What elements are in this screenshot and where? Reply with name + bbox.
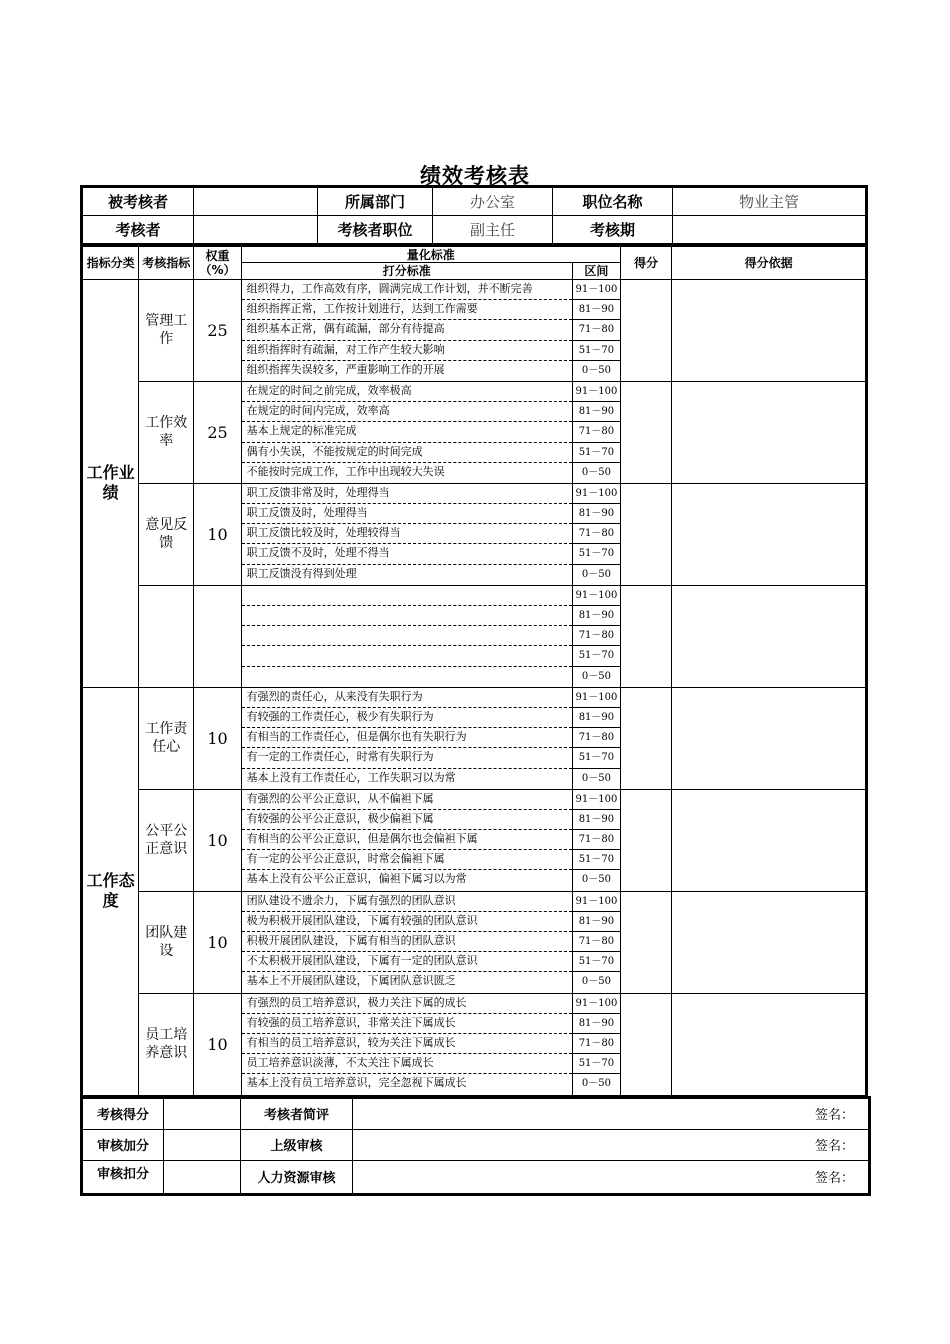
range-cell xyxy=(572,381,620,483)
criteria-line xyxy=(242,646,572,666)
range-cell xyxy=(572,483,620,585)
criteria-line: 基本上没有员工培养意识，完全忽视下属成长 xyxy=(246,1076,467,1090)
range-value: 71－80 xyxy=(573,626,620,646)
page-title: 绩效考核表 xyxy=(420,164,530,188)
position-field[interactable]: 物业主管 xyxy=(673,187,867,216)
range-value: 81－90 xyxy=(573,402,620,422)
basis-field[interactable] xyxy=(672,687,867,789)
appraisal-form xyxy=(80,185,868,1196)
basis-field[interactable] xyxy=(672,789,867,891)
criteria-line: 积极开展团队建设，下属有相当的团队意识 xyxy=(242,932,572,952)
score-field[interactable] xyxy=(621,687,672,789)
range-value: 81－90 xyxy=(573,912,620,932)
period-field[interactable] xyxy=(673,216,867,244)
footer-mid-label: 上级审核 xyxy=(241,1129,353,1160)
reviewee-field[interactable] xyxy=(194,187,318,216)
criteria-line: 在规定的时间内完成，效率高 xyxy=(242,402,572,422)
criteria-line: 有相当的员工培养意识，较为关注下属成长 xyxy=(242,1034,572,1054)
criteria-line: 组织指挥时有疏漏，对工作产生较大影响 xyxy=(242,341,572,361)
range-value: 91－100 xyxy=(573,586,620,606)
range-value: 81－90 xyxy=(573,1014,620,1034)
indicator-weight xyxy=(194,585,241,687)
criteria-line: 职工反馈没有得到处理 xyxy=(246,566,357,580)
footer-left-value[interactable] xyxy=(164,1160,241,1194)
department-label: 所属部门 xyxy=(318,187,433,216)
score-field[interactable] xyxy=(621,381,672,483)
criteria-line: 基本上没有公平公正意识，偏袒下属习以为常 xyxy=(246,872,467,886)
range-value: 51－70 xyxy=(573,443,620,463)
indicator-name: 管理工作 xyxy=(139,280,194,382)
indicator-weight: 10 xyxy=(194,789,241,891)
footer-table xyxy=(80,1096,871,1196)
range-cell xyxy=(572,993,620,1095)
reviewer-field[interactable] xyxy=(194,216,318,244)
range-value: 71－80 xyxy=(573,422,620,442)
range-cell xyxy=(572,280,620,382)
range-value: 91－100 xyxy=(573,994,620,1014)
indicator-weight: 10 xyxy=(194,993,241,1095)
range-value: 71－80 xyxy=(573,524,620,544)
indicator-name xyxy=(139,585,194,687)
footer-row xyxy=(82,1097,870,1129)
range-value: 91－100 xyxy=(573,790,620,810)
criteria-cell xyxy=(241,789,572,891)
criteria-cell xyxy=(241,891,572,993)
basis-field[interactable] xyxy=(672,381,867,483)
signature-field[interactable]: 签名： xyxy=(353,1097,870,1129)
score-field[interactable] xyxy=(621,789,672,891)
range-cell xyxy=(572,585,620,687)
col-score: 得分 xyxy=(621,246,672,280)
range-value: 51－70 xyxy=(573,952,620,972)
col-basis: 得分依据 xyxy=(672,246,867,280)
range-value: 51－70 xyxy=(573,544,620,564)
footer-row xyxy=(82,1160,870,1194)
range-value: 81－90 xyxy=(573,504,620,524)
department-field[interactable]: 办公室 xyxy=(433,187,553,216)
range-value: 71－80 xyxy=(573,932,620,952)
criteria-line: 职工反馈不及时，处理不得当 xyxy=(242,544,572,564)
indicator-row xyxy=(82,789,867,891)
range-value: 51－70 xyxy=(573,1054,620,1074)
criteria-cell xyxy=(241,993,572,1095)
criteria-line: 有强烈的责任心，从来没有失职行为 xyxy=(242,688,572,708)
indicator-row xyxy=(82,381,867,483)
indicator-row xyxy=(82,280,867,382)
basis-field[interactable] xyxy=(672,891,867,993)
score-field[interactable] xyxy=(621,993,672,1095)
basis-field[interactable] xyxy=(672,993,867,1095)
range-value: 0－50 xyxy=(581,1078,611,1090)
indicator-name: 团队建设 xyxy=(139,891,194,993)
score-field[interactable] xyxy=(621,280,672,382)
criteria-line: 团队建设不遗余力，下属有强烈的团队意识 xyxy=(242,892,572,912)
scoring-table xyxy=(80,244,868,1096)
criteria-line: 偶有小失误，不能按规定的时间完成 xyxy=(242,443,572,463)
range-value: 0－50 xyxy=(581,364,611,376)
range-value: 81－90 xyxy=(573,810,620,830)
range-value: 91－100 xyxy=(573,382,620,402)
category-cell: 工作态度 xyxy=(82,687,139,1095)
indicator-row xyxy=(82,687,867,789)
criteria-line: 组织指挥正常，工作按计划进行，达到工作需要 xyxy=(242,300,572,320)
footer-mid-label: 人力资源审核 xyxy=(241,1160,353,1194)
range-value: 91－100 xyxy=(573,280,620,300)
criteria-line: 基本上规定的标准完成 xyxy=(242,422,572,442)
criteria-line xyxy=(242,586,572,606)
indicator-weight: 25 xyxy=(194,381,241,483)
criteria-line xyxy=(242,626,572,646)
range-value: 51－70 xyxy=(573,748,620,768)
indicator-row xyxy=(82,993,867,1095)
criteria-cell xyxy=(241,483,572,585)
range-cell xyxy=(572,891,620,993)
range-value: 51－70 xyxy=(573,850,620,870)
reviewer-position-field[interactable]: 副主任 xyxy=(433,216,553,244)
score-field[interactable] xyxy=(621,891,672,993)
criteria-line: 有相当的公平公正意识，但是偶尔也会偏袒下属 xyxy=(242,830,572,850)
criteria-line: 员工培养意识淡薄，不太关注下属成长 xyxy=(242,1054,572,1074)
category-cell: 工作业绩 xyxy=(82,280,139,688)
col-category: 指标分类 xyxy=(82,246,139,280)
range-value: 0－50 xyxy=(581,772,611,784)
indicator-weight: 10 xyxy=(194,687,241,789)
range-value: 91－100 xyxy=(573,484,620,504)
criteria-line: 职工反馈及时，处理得当 xyxy=(242,504,572,524)
criteria-line: 组织得力，工作高效有序，圆满完成工作计划，并不断完善 xyxy=(242,280,572,300)
footer-left-label: 审核加分 xyxy=(82,1129,164,1160)
range-value: 71－80 xyxy=(573,1034,620,1054)
range-value: 91－100 xyxy=(573,892,620,912)
range-value: 0－50 xyxy=(581,976,611,988)
col-range: 区间 xyxy=(572,263,620,280)
signature-field[interactable]: 签名： xyxy=(353,1160,870,1194)
range-value: 0－50 xyxy=(581,466,611,478)
indicator-weight: 25 xyxy=(194,280,241,382)
criteria-line: 有较强的工作责任心，极少有失职行为 xyxy=(242,708,572,728)
range-value: 81－90 xyxy=(573,708,620,728)
criteria-line: 职工反馈比较及时，处理较得当 xyxy=(242,524,572,544)
footer-left-label: 考核得分 xyxy=(82,1097,164,1129)
range-value: 71－80 xyxy=(573,830,620,850)
criteria-line: 极为积极开展团队建设，下属有较强的团队意识 xyxy=(242,912,572,932)
range-value: 71－80 xyxy=(573,728,620,748)
score-field[interactable] xyxy=(621,585,672,687)
criteria-cell xyxy=(241,381,572,483)
basis-field[interactable] xyxy=(672,585,867,687)
col-weight: 权重（%） xyxy=(194,246,241,280)
range-cell xyxy=(572,789,620,891)
criteria-line: 有强烈的员工培养意识，极力关注下属的成长 xyxy=(242,994,572,1014)
signature-field[interactable]: 签名： xyxy=(353,1129,870,1160)
criteria-cell xyxy=(241,585,572,687)
criteria-line: 不太积极开展团队建设，下属有一定的团队意识 xyxy=(242,952,572,972)
criteria-line: 不能按时完成工作，工作中出现较大失误 xyxy=(246,464,445,478)
range-value: 81－90 xyxy=(573,606,620,626)
range-value: 51－70 xyxy=(573,341,620,361)
indicator-row xyxy=(82,585,867,687)
range-value: 0－50 xyxy=(581,874,611,886)
col-quant: 量化标准 xyxy=(241,246,620,263)
indicator-name: 工作效率 xyxy=(139,381,194,483)
footer-left-label: 审核扣分 xyxy=(82,1160,164,1194)
footer-left-value[interactable] xyxy=(164,1129,241,1160)
position-label: 职位名称 xyxy=(553,187,673,216)
period-label: 考核期 xyxy=(553,216,673,244)
range-value: 71－80 xyxy=(573,320,620,340)
criteria-line: 组织基本正常，偶有疏漏，部分有待提高 xyxy=(242,320,572,340)
indicator-row xyxy=(82,891,867,993)
criteria-line: 有较强的公平公正意识，极少偏袒下属 xyxy=(242,810,572,830)
criteria-line: 组织指挥失误较多，严重影响工作的开展 xyxy=(246,362,445,376)
col-criteria: 打分标准 xyxy=(241,263,572,280)
indicator-name: 意见反馈 xyxy=(139,483,194,585)
reviewee-label: 被考核者 xyxy=(82,187,194,216)
reviewer-label: 考核者 xyxy=(82,216,194,244)
footer-left-value[interactable] xyxy=(164,1097,241,1129)
footer-mid-label: 考核者简评 xyxy=(241,1097,353,1129)
criteria-cell xyxy=(241,687,572,789)
footer-row xyxy=(82,1129,870,1160)
criteria-line: 基本上没有工作责任心，工作失职习以为常 xyxy=(246,770,456,784)
criteria-line: 基本上不开展团队建设，下属团队意识匮乏 xyxy=(246,974,456,988)
header-table xyxy=(80,185,868,244)
range-value: 0－50 xyxy=(581,670,611,682)
col-indicator: 考核指标 xyxy=(139,246,194,280)
indicator-weight: 10 xyxy=(194,891,241,993)
criteria-line: 有一定的工作责任心，时常有失职行为 xyxy=(242,748,572,768)
indicator-name: 公平公正意识 xyxy=(139,789,194,891)
range-value: 91－100 xyxy=(573,688,620,708)
criteria-line xyxy=(242,606,572,626)
indicator-name: 员工培养意识 xyxy=(139,993,194,1095)
range-value: 81－90 xyxy=(573,300,620,320)
criteria-line: 职工反馈非常及时，处理得当 xyxy=(242,484,572,504)
criteria-line: 有一定的公平公正意识，时常会偏袒下属 xyxy=(242,850,572,870)
criteria-line xyxy=(242,667,572,687)
criteria-line: 在规定的时间之前完成，效率极高 xyxy=(242,382,572,402)
indicator-weight: 10 xyxy=(194,483,241,585)
score-field[interactable] xyxy=(621,483,672,585)
basis-field[interactable] xyxy=(672,483,867,585)
criteria-line: 有强烈的公平公正意识，从不偏袒下属 xyxy=(242,790,572,810)
indicator-name: 工作责任心 xyxy=(139,687,194,789)
basis-field[interactable] xyxy=(672,280,867,382)
reviewer-position-label: 考核者职位 xyxy=(318,216,433,244)
criteria-line: 有相当的工作责任心，但是偶尔也有失职行为 xyxy=(242,728,572,748)
indicator-row xyxy=(82,483,867,585)
range-value: 0－50 xyxy=(581,568,611,580)
range-value: 51－70 xyxy=(573,646,620,666)
criteria-line: 有较强的员工培养意识，非常关注下属成长 xyxy=(242,1014,572,1034)
criteria-cell xyxy=(241,280,572,382)
range-cell xyxy=(572,687,620,789)
